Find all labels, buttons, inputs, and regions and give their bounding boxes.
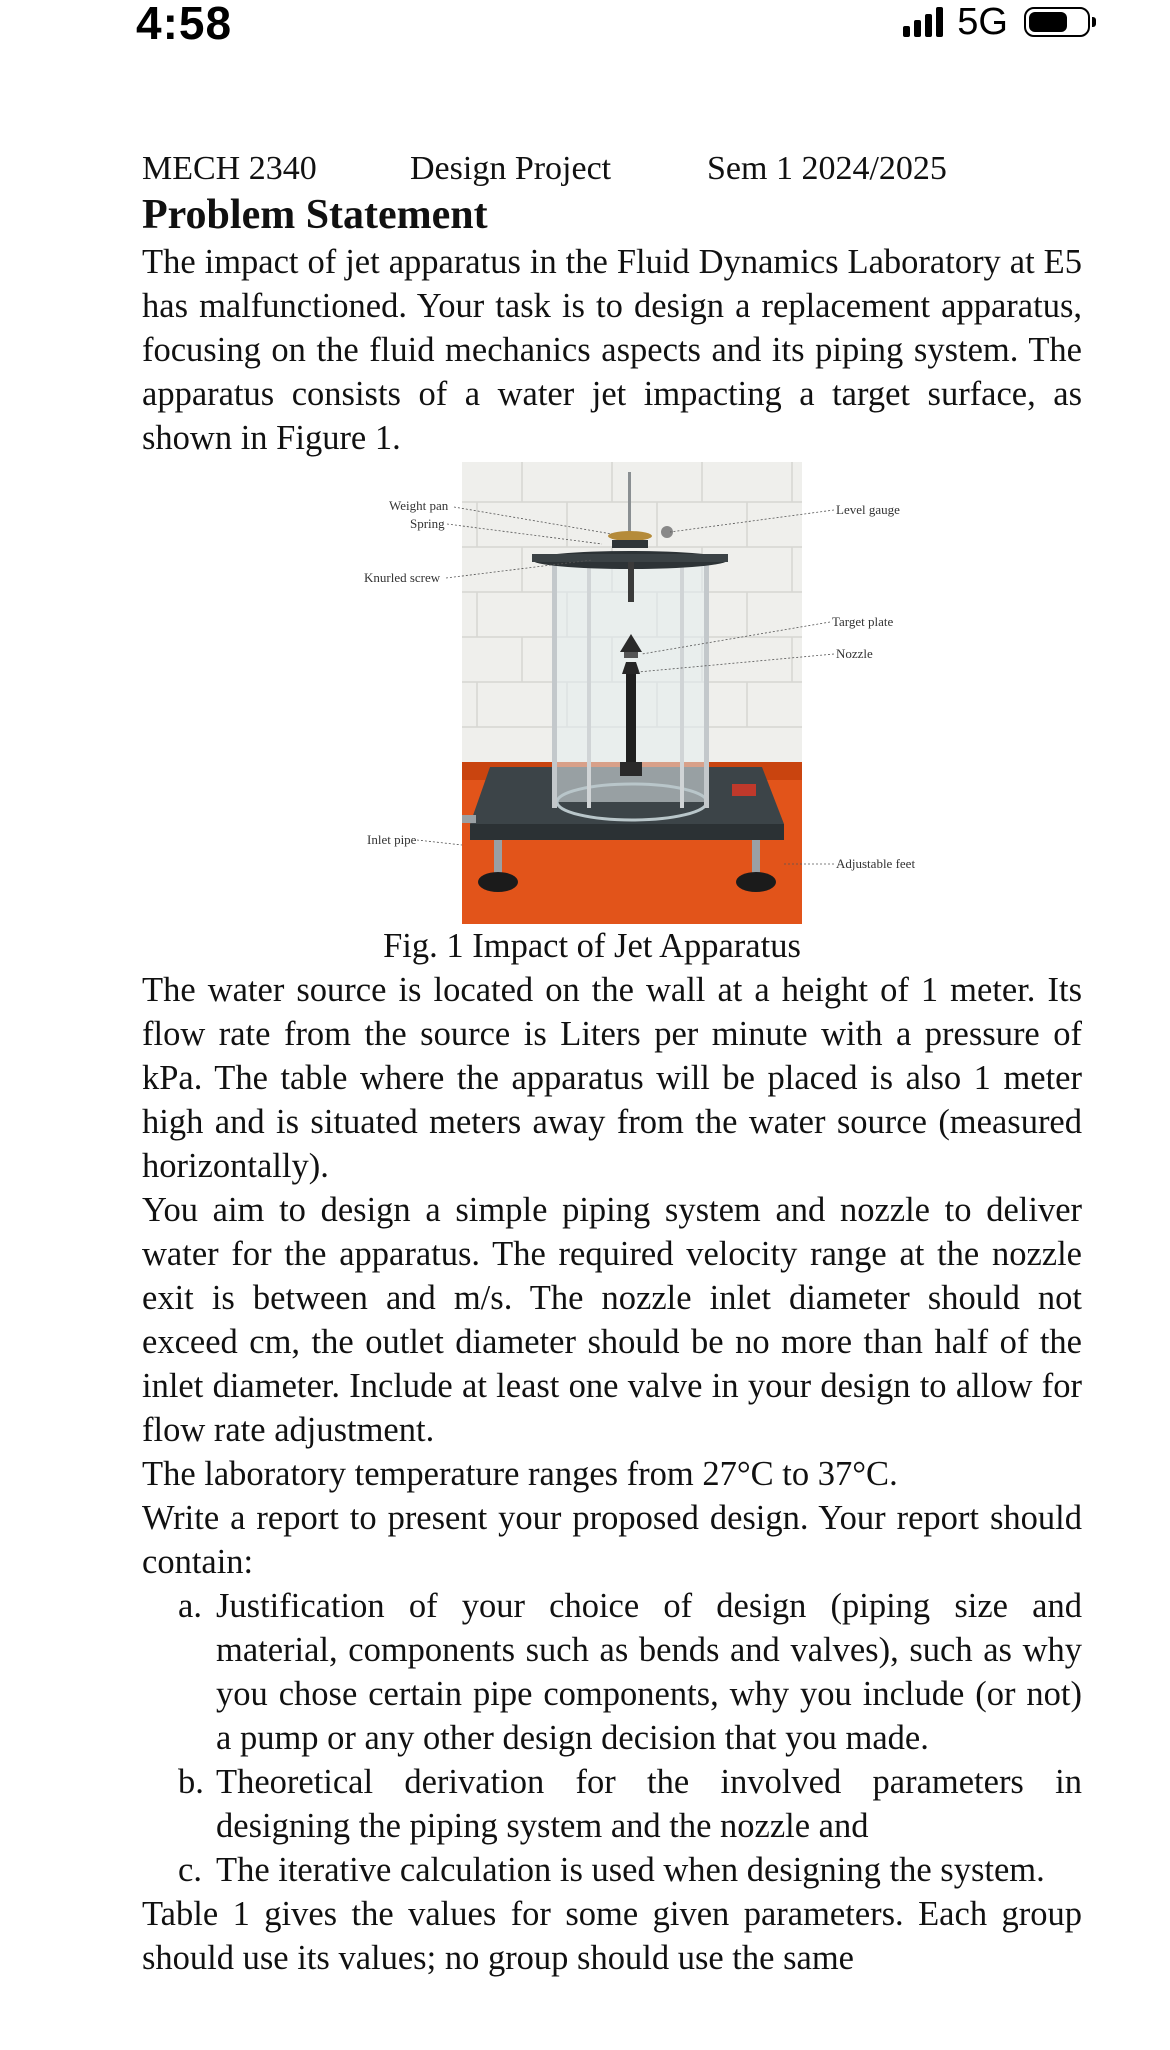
label-knurled-screw: Knurled screw — [364, 570, 441, 585]
list-item — [142, 1760, 1082, 1848]
document-header — [142, 148, 1082, 190]
list-item-text: The iterative calculation is used when designing the system. — [216, 1851, 1045, 1889]
apparatus-illustration — [462, 462, 802, 924]
course-code: MECH 2340 — [142, 150, 317, 187]
list-marker: b. — [178, 1763, 204, 1801]
label-level-gauge: Level gauge — [836, 502, 900, 517]
label-nozzle: Nozzle — [836, 646, 873, 661]
apparatus-photo — [462, 462, 802, 924]
water-source-paragraph: The water source is located on the wall at a height of 1 meter. Its flow rate from the source is Liters per minute with a pressure of kPa. The table where the apparatus will be placed is also 1 meter high and is situated meters away from the water source (measured horizontally). — [142, 971, 1082, 1185]
label-inlet-pipe: Inlet pipe — [367, 832, 417, 847]
table-note-paragraph: Table 1 gives the values for some given parameters. Each group should use its values; no group should use the same — [142, 1895, 1082, 1977]
status-indicators — [903, 2, 1090, 42]
temperature-paragraph: The laboratory temperature ranges from 27°C to 37°C. — [142, 1455, 898, 1493]
network-label: 5G — [957, 0, 1008, 43]
status-time: 4:58 — [136, 0, 233, 49]
report-paragraph: Write a report to present your proposed design. Your report should contain: — [142, 1499, 1082, 1581]
signal-icon — [903, 7, 943, 37]
label-target-plate: Target plate — [832, 614, 894, 629]
list-item — [142, 1584, 1082, 1760]
document-page — [142, 148, 1082, 1980]
intro-paragraph: The impact of jet apparatus in the Fluid Dynamics Laboratory at E5 has malfunctioned. Your task is to design a replacement apparatus, focusing on the fluid mechanics aspects and its piping system. The apparatus consists of a water jet impacting a target surface, as shown in Figure 1. — [142, 243, 1082, 457]
semester-label: Sem 1 2024/2025 — [707, 150, 947, 187]
section-title: Problem Statement — [142, 192, 488, 238]
list-item-text: Justification of your choice of design (piping size and material, components such as bends and valves), such as why you chose certain pipe components, why you include (or not) a pump or any other design decision that you made. — [216, 1587, 1082, 1757]
label-spring: Spring — [410, 516, 445, 531]
list-marker: c. — [178, 1851, 202, 1889]
figure-1 — [142, 462, 1082, 924]
figure-caption: Fig. 1 Impact of Jet Apparatus — [383, 927, 801, 965]
list-marker: a. — [178, 1587, 202, 1625]
design-aim-paragraph: You aim to design a simple piping system and nozzle to deliver water for the apparatus. The required velocity range at the nozzle exit is between and m/s. The nozzle inlet diameter should not exceed cm, the outlet diameter should be no more than half of the inlet diameter. Include at least one valve in your design to allow for flow rate adjustment. — [142, 1191, 1082, 1449]
label-adjustable-feet: Adjustable feet — [836, 856, 916, 871]
label-weight-pan: Weight pan — [389, 498, 449, 513]
list-item — [142, 1848, 1082, 1892]
status-bar — [0, 0, 1170, 60]
project-label: Design Project — [410, 150, 612, 187]
battery-icon — [1024, 7, 1090, 37]
list-item-text: Theoretical derivation for the involved parameters in designing the piping system and the nozzle and — [216, 1763, 1082, 1845]
